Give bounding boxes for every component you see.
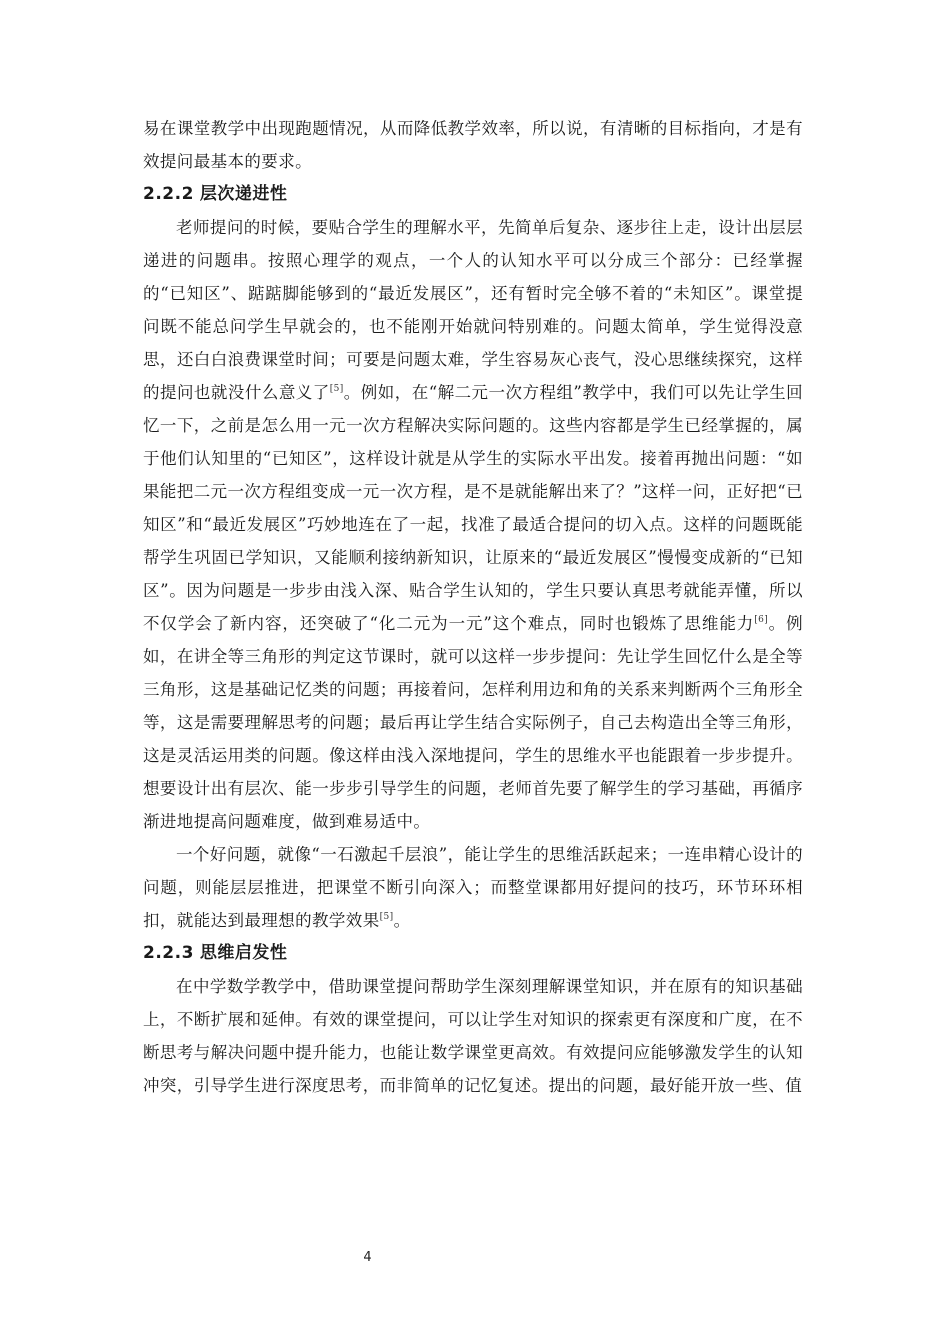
paragraph-text: 一个好问题，就像“一石激起千层浪”，能让学生的思维活跃起来；一连串精心设计的问题，则能层层推进，把课堂不断引向深入；而整堂课都用好提问的技巧，环节环环相扣，就能达到最理想的教学效果 [143,845,803,930]
document-body [143,112,803,1102]
citation-ref: [5] [379,912,394,922]
paragraph-text: 。例如，在“解二元一次方程组”教学中，我们可以先让学生回忆一下，之前是怎么用一元一次方程解决实际问题的。这些内容都是学生已经掌握的，属于他们认知里的“已知区”，这样设计就是从学生的实际水平出发。接着再抛出问题：“如果能把二元一次方程组变成一元一次方程，是不是就能解出来了？”这样一问，正好把“已知区”和“最近发展区”巧妙地连在了一起，找准了最适合提问的切入点。这样的问题既能帮学生巩固已学知识，又能顺利接纳新知识，让原来的“最近发展区”慢慢变成新的“已知区”。因为问题是一步步由浅入深、贴合学生认知的，学生只要认真思考就能弄懂，所以不仅学会了新内容，还突破了“化二元为一元”这个难点，同时也锻炼了思维能力 [143,383,803,633]
citation-ref: [6] [754,615,769,625]
section-2-2-2-paragraph-1 [143,211,803,838]
section-heading-2-2-3 [143,937,803,970]
section-title: 层次递进性 [199,184,288,204]
paragraph-text: 老师提问的时候，要贴合学生的理解水平，先简单后复杂、逐步往上走，设计出层层递进的问题串。按照心理学的观点，一个人的认知水平可以分成三个部分：已经掌握的“已知区”、踮踮脚能够到的“最近发展区”，还有暂时完全够不着的“未知区”。课堂提问既不能总问学生早就会的，也不能刚开始就问特别难的。问题太简单，学生觉得没意思，还白白浪费课堂时间；可要是问题太难，学生容易灰心丧气，没心思继续探究，这样的提问也就没什么意义了 [143,218,803,402]
section-2-2-3-paragraph-1: 在中学数学教学中，借助课堂提问帮助学生深刻理解课堂知识，并在原有的知识基础上，不断扩展和延伸。有效的课堂提问，可以让学生对知识的探索更有深度和广度，在不断思考与解决问题中提升能力，也能让数学课堂更高效。有效提问应能够激发学生的认知冲突，引导学生进行深度思考，而非简单的记忆复述。提出的问题，最好能开放一些、值 [143,977,803,1095]
paragraph-text: 。例如，在讲全等三角形的判定这节课时，就可以这样一步步提问：先让学生回忆什么是全等三角形，这是基础记忆类的问题；再接着问，怎样利用边和角的关系来判断两个三角形全等，这是需要理解思考的问题；最后再让学生结合实际例子，自己去构造出全等三角形，这是灵活运用类的问题。像这样由浅入深地提问，学生的思维水平也能跟着一步步提升。想要设计出有层次、能一步步引导学生的问题，老师首先要了解学生的学习基础，再循序渐进地提高问题难度，做到难易适中。 [143,614,803,831]
paragraph-text: 。 [393,911,411,930]
section-title: 思维启发性 [199,943,288,963]
section-2-2-2-paragraph-2 [143,838,803,937]
intro-paragraph: 易在课堂教学中出现跑题情况，从而降低教学效率，所以说，有清晰的目标指向，才是有效提问最基本的要求。 [143,119,803,171]
page-number: 4 [363,1250,372,1265]
section-heading-2-2-2 [143,178,803,211]
citation-ref: [5] [329,384,344,394]
section-number: 2.2.2 [143,184,194,204]
section-number: 2.2.3 [143,943,194,963]
